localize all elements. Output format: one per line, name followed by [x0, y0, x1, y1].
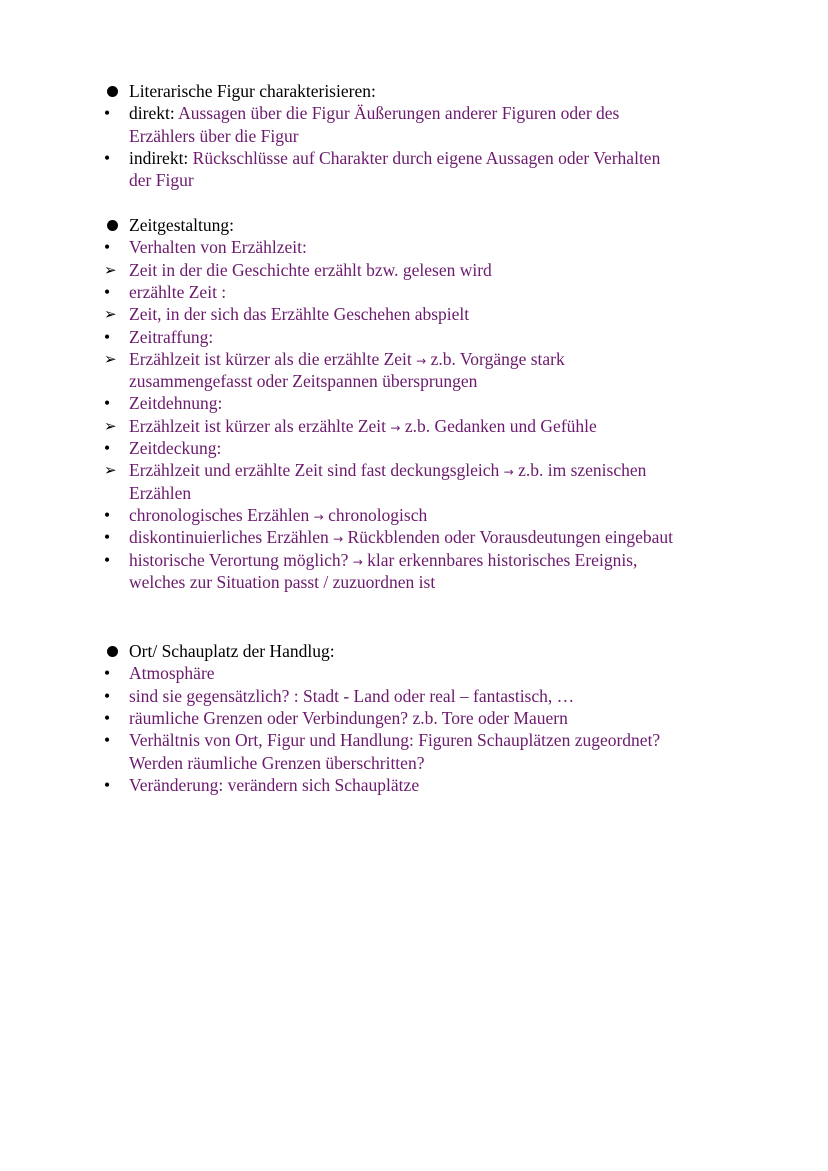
bullet-icon: • [104, 527, 111, 548]
list-item-body: diskontinuierliches Erzählen → Rückblenden oder Vorausdeutungen eingebaut [129, 527, 673, 548]
right-arrow-icon: → [352, 554, 363, 569]
list-item-text [129, 281, 226, 303]
bullet-icon: • [104, 663, 111, 684]
right-arrow-icon: → [333, 532, 344, 547]
list-item-text [129, 169, 194, 191]
list-item-text [129, 662, 215, 684]
list-item-body: welches zur Situation passt / zuzuordnen ist [129, 571, 436, 592]
bullet-icon: • [104, 438, 111, 458]
list-item-body: Atmosphäre [129, 663, 215, 684]
list-item-text [129, 303, 469, 325]
list-item-text [129, 147, 660, 169]
list-item-text [129, 348, 565, 372]
list-item-text [129, 415, 597, 439]
bullet-icon: • [104, 281, 111, 302]
section-heading-text: Ort/ Schauplatz der Handlug: [129, 641, 335, 661]
arrow-bullet-icon: ➢ [104, 260, 117, 279]
bullet-icon: • [104, 393, 111, 414]
list-item-body: Werden räumliche Grenzen überschritten? [129, 752, 425, 773]
section-heading-text: Literarische Figur charakterisieren: [129, 81, 376, 101]
list-item-body: Veränderung: verändern sich Schauplätze [129, 774, 420, 795]
list-item-body: Rückschlüsse auf Charakter durch eigene Aussagen oder Verhalten [192, 147, 661, 168]
list-item-body: erzählte Zeit : [129, 281, 227, 302]
right-arrow-icon: → [390, 420, 401, 435]
list-item-text [129, 437, 221, 459]
list-item-text [129, 482, 191, 504]
bullet-icon: • [104, 237, 111, 258]
list-item-body: Zeitdeckung: [129, 438, 222, 458]
arrow-bullet-icon: ➢ [104, 461, 117, 480]
list-item-body: Erzählzeit ist kürzer als erzählte Zeit → z.b. Gedanken und Gefühle [129, 415, 597, 436]
arrow-bullet-icon: ➢ [104, 349, 117, 368]
list-item-text [129, 326, 213, 348]
bullet-icon: • [104, 103, 111, 124]
list-item-body: Erzählers über die Figur [129, 125, 299, 146]
list-item-text [129, 549, 637, 573]
list-item-text [129, 236, 307, 258]
arrow-bullet-icon: ➢ [104, 416, 117, 435]
list-item-text [129, 571, 435, 593]
right-arrow-icon: → [416, 353, 427, 368]
list-item-text [129, 774, 419, 796]
filled-circle-bullet-icon [107, 646, 118, 657]
list-item-body: Zeit, in der sich das Erzählte Geschehen abspielt [129, 304, 470, 325]
arrow-bullet-icon: ➢ [104, 305, 117, 324]
filled-circle-bullet-icon [107, 86, 118, 97]
list-item-text [129, 707, 568, 729]
bullet-icon: • [104, 707, 111, 728]
list-item-body: der Figur [129, 170, 194, 191]
list-item-body: historische Verortung möglich? → klar erkennbares historisches Ereignis, [129, 549, 638, 570]
right-arrow-icon: → [313, 509, 324, 524]
list-item-body: Erzählzeit ist kürzer als die erzählte Zeit → z.b. Vorgänge stark [129, 348, 565, 369]
list-item-text [129, 685, 574, 707]
bullet-icon: • [104, 326, 111, 347]
list-item-body: Erzählzeit und erzählte Zeit sind fast deckungsgleich → z.b. im szenischen [129, 460, 647, 481]
list-item-text [129, 370, 477, 392]
list-item-text [129, 752, 424, 774]
list-item-body: Verhältnis von Ort, Figur und Handlung: Figuren Schauplätzen zugeordnet? [129, 730, 661, 751]
list-item-lead: indirekt: [129, 147, 189, 168]
list-item-body: zusammengefasst oder Zeitspannen übersprungen [129, 371, 478, 392]
list-item-lead: direkt: [129, 103, 175, 124]
list-item-text [129, 392, 222, 414]
bullet-icon: • [104, 549, 111, 570]
list-item-body: Verhalten von Erzählzeit: [129, 237, 307, 258]
right-arrow-icon: → [503, 465, 514, 480]
bullet-icon: • [104, 504, 111, 525]
filled-circle-bullet-icon [107, 220, 118, 231]
list-item-text [129, 526, 673, 550]
list-item-body: chronologisches Erzählen → chronologisch [129, 504, 428, 525]
list-item-body: räumliche Grenzen oder Verbindungen? z.b. Tore oder Mauern [129, 707, 568, 728]
list-item-text [129, 459, 646, 483]
list-item-text [129, 259, 492, 281]
bullet-icon: • [104, 147, 111, 168]
list-item-text [129, 504, 427, 528]
bullet-icon: • [104, 685, 111, 706]
list-item-text [129, 729, 660, 751]
section-heading-text: Zeitgestaltung: [129, 215, 234, 235]
list-item-body: Zeitraffung: [129, 326, 214, 347]
bullet-icon: • [104, 774, 111, 795]
list-item-text [129, 125, 299, 147]
list-item-body: Aussagen über die Figur Äußerungen anderer Figuren oder des [178, 103, 620, 124]
list-item-text [129, 102, 619, 124]
list-item-body: Zeitdehnung: [129, 393, 223, 414]
list-item-body: Erzählen [129, 482, 192, 503]
list-item-body: sind sie gegensätzlich? : Stadt - Land oder real – fantastisch, … [129, 685, 575, 706]
list-item-body: Zeit in der die Geschichte erzählt bzw. gelesen wird [129, 259, 492, 280]
bullet-icon: • [104, 730, 111, 751]
